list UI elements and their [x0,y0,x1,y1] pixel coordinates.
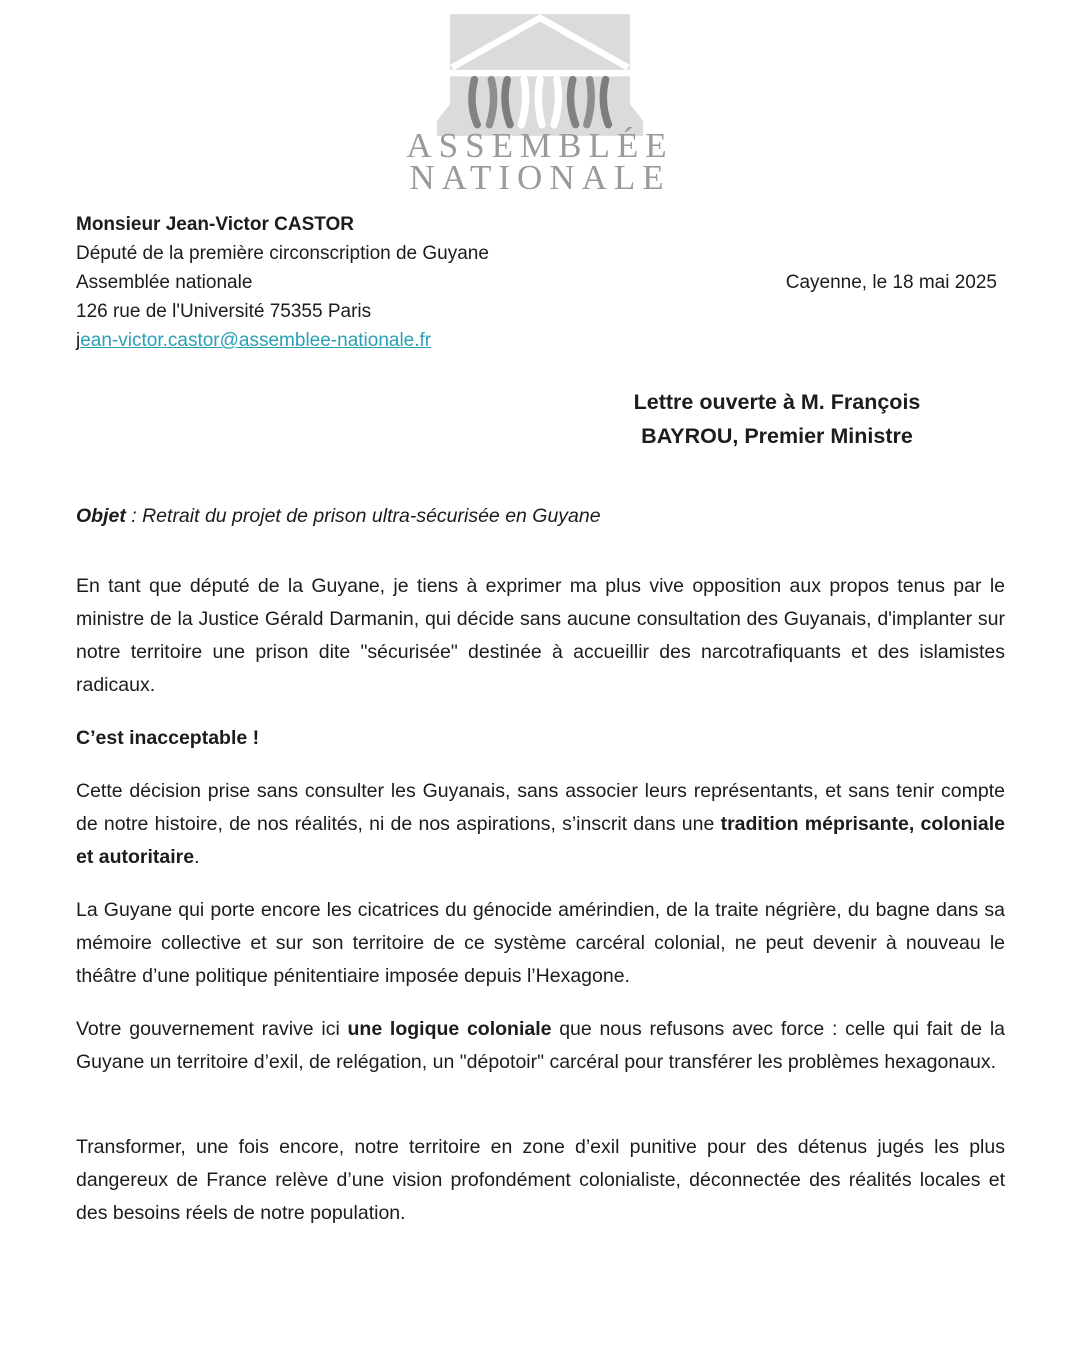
letter-body [76,570,1005,1230]
logo-wordmark [0,126,1080,197]
sender-email-first-char: j [76,330,81,351]
letter-title [567,385,987,453]
logo-wordmark-line1: ASSEMBLÉE [406,126,674,165]
paragraph-6: Transformer, une fois encore, notre territoire en zone d’exil punitive pour des détenus jugés les plus dangereux de France relève d’une vision profondément colonialiste, déconnectée des réalités locales et des besoins réels de notre population. [76,1136,1005,1224]
paragraph-3 [76,775,1005,874]
paragraph-1: En tant que député de la Guyane, je tiens à exprimer ma plus vive opposition aux propos tenus par le ministre de la Justice Gérald Darmanin, qui décide sans aucune consultation des Guyanais, d'implanter sur notre territoire une prison dite "sécurisée" destinée à accueillir des narcotrafiquants et des islamistes radicaux. [76,575,1005,696]
dateline: Cayenne, le 18 mai 2025 [785,272,997,293]
paragraph-5-normal-start: Votre gouvernement ravive ici [76,1018,348,1040]
letter-title-line2: BAYROU, Premier Ministre [641,424,913,448]
sender-email-rest: ean-victor.castor@assemblee-nationale.fr [80,330,432,351]
paragraph-3-normal: Cette décision prise sans consulter les Guyanais, sans associer leurs représentants, et sans tenir compte de notre histoire, de nos réalités, ni de nos aspirations, s’inscrit dans une [76,780,1005,835]
sender-name: Monsieur Jean-Victor CASTOR [76,214,355,235]
letter-title-line1: Lettre ouverte à M. François [633,390,921,414]
assemblee-nationale-logo [0,0,1080,197]
subject-line [76,505,1005,528]
paragraph-5-bold: une logique coloniale [347,1018,552,1040]
paragraph-5 [76,1013,1005,1079]
parthenon-icon [437,14,643,136]
sender-institution: Assemblée nationale [76,272,253,293]
paragraph-2-exclamation: C’est inacceptable ! [76,727,260,749]
paragraph-4: La Guyane qui porte encore les cicatrices du génocide amérindien, de la traite négrière, du bagne dans sa mémoire collective et sur son territoire de ce système carcéral colonial, ne peut devenir à nouveau le théâtre d’une politique pénitentiaire imposée depuis l’Hexagone. [76,899,1005,987]
sender-block [76,210,1005,355]
paragraph-5-normal-end: que nous refusons avec force : celle qui fait de la Guyane un territoire d’exil, de relégation, un "dépotoir" carcéral pour transférer les problèmes hexagonaux. [76,1018,1005,1073]
subject-label: Objet [76,505,126,527]
sender-email-link[interactable] [76,326,1005,355]
sender-address: 126 rue de l'Université 75355 Paris [76,301,372,322]
logo-wordmark-line2: NATIONALE [409,158,671,197]
sender-role: Député de la première circonscription de Guyane [76,243,489,264]
paragraph-3-period: . [194,846,200,868]
paragraph-3-bold: tradition méprisante, coloniale et autoritaire [76,813,1005,868]
subject-text: : Retrait du projet de prison ultra-sécurisée en Guyane [125,505,601,527]
